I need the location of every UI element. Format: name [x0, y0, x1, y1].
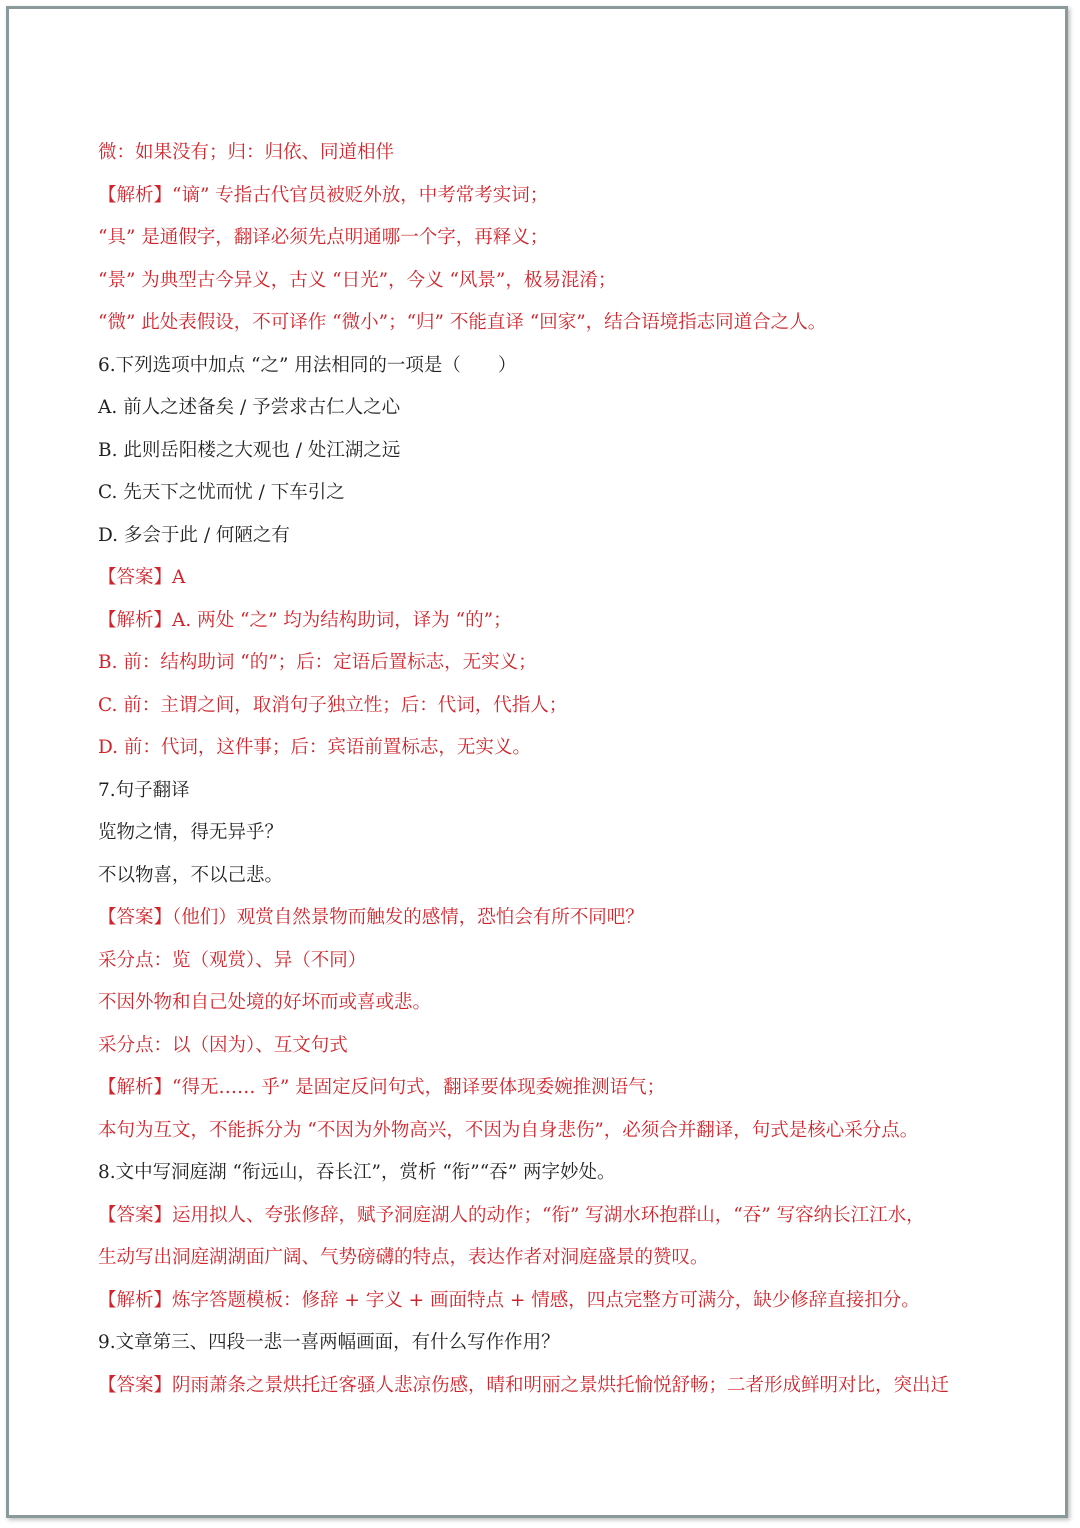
- text-line: D. 前：代词，这件事；后：宾语前置标志，无实义。: [98, 737, 531, 758]
- document-body: [98, 132, 998, 1407]
- text-line: 生动写出洞庭湖湖面广阔、气势磅礴的特点，表达作者对洞庭盛景的赞叹。: [98, 1247, 709, 1268]
- text-line: 【解析】A. 两处 “之” 均为结构助词，译为 “的”；: [98, 609, 512, 631]
- question-6: 6.下列选项中加点 “之” 用法相同的一项是（ ）: [98, 354, 517, 376]
- text-line: 【解析】炼字答题模板：修辞 + 字义 + 画面特点 + 情感，四点完整方可满分，缺少修辞直接扣分。: [98, 1289, 920, 1311]
- answer-6: 【答案】A: [98, 567, 186, 588]
- option-b: B. 此则岳阳楼之大观也 / 处江湖之远: [98, 439, 401, 461]
- question-8: 8.文中写洞庭湖 “衔远山，吞长江”，赏析 “衔”“吞” 两字妙处。: [98, 1162, 616, 1183]
- text-line: 不因外物和自己处境的好坏而或喜或悲。: [98, 992, 432, 1013]
- option-d: D. 多会于此 / 何陋之有: [98, 524, 290, 546]
- text-line: “具” 是通假字，翻译必须先点明通哪一个字，再释义；: [98, 227, 549, 248]
- text-line: 采分点：览（观赏）、异（不同）: [98, 949, 367, 971]
- option-a: A. 前人之述备矣 / 予尝求古仁人之心: [98, 397, 401, 418]
- text-line: 【解析】“得无…… 乎” 是固定反问句式，翻译要体现委婉推测语气；: [98, 1077, 666, 1098]
- answer-8: 【答案】运用拟人、夸张修辞，赋予洞庭湖人的动作；“衔” 写湖水环抱群山，“吞” 写容纳长江江水，: [98, 1204, 925, 1226]
- text-line: 览物之情，得无异乎？: [98, 822, 284, 843]
- text-line: 微：如果没有；归：归依、同道相伴: [98, 142, 395, 163]
- option-c: C. 先天下之忧而忧 / 下车引之: [98, 482, 345, 503]
- text-line: “微” 此处表假设，不可译作 “微小”；“归” 不能直译 “回家”，结合语境指志同道合之人。: [98, 312, 827, 333]
- text-line: B. 前：结构助词 “的”；后：定语后置标志，无实义；: [98, 652, 537, 673]
- answer-9: 【答案】阴雨萧条之景烘托迁客骚人悲凉伤感，晴和明丽之景烘托愉悦舒畅；二者形成鲜明对比，突出迁: [98, 1374, 950, 1396]
- text-line: 【解析】“谪” 专指古代官员被贬外放，中考常考实词；: [98, 184, 549, 206]
- question-7: 7.句子翻译: [98, 779, 190, 801]
- question-9: 9.文章第三、四段一悲一喜两幅画面，有什么写作作用？: [98, 1332, 560, 1353]
- text-line: 不以物喜，不以己悲。: [98, 864, 284, 886]
- text-line: 本句为互文，不能拆分为 “不因为外物高兴，不因为自身悲伤”，必须合并翻译，句式是核心采分点。: [98, 1119, 919, 1141]
- answer-7: 【答案】（他们）观赏自然景物而触发的感情，恐怕会有所不同吧？: [98, 907, 644, 928]
- text-line: C. 前：主谓之间，取消句子独立性；后：代词，代指人；: [98, 694, 568, 716]
- text-line: “景” 为典型古今异义，古义 “日光”，今义 “风景”，极易混淆；: [98, 269, 617, 291]
- text-line: 采分点：以（因为）、互文句式: [98, 1034, 348, 1056]
